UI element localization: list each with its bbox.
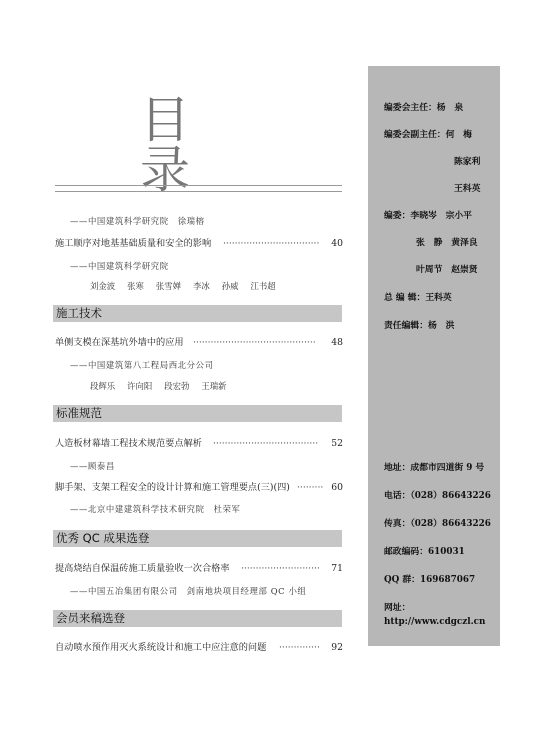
author: 张寒 xyxy=(127,281,144,291)
author: 许向阳 xyxy=(127,381,153,391)
toc-authors xyxy=(90,280,288,292)
divider-top xyxy=(55,185,342,186)
section-header: 施工技术 xyxy=(53,305,342,322)
section-header: 会员来稿选登 xyxy=(53,610,342,627)
toc-affiliation: ——顾泰昌 xyxy=(70,461,115,471)
toc-entry[interactable] xyxy=(55,337,343,349)
toc-entry-page: 48 xyxy=(331,337,343,348)
toc-entry[interactable] xyxy=(55,438,343,450)
phone: 电话：（028）86643226 xyxy=(384,491,491,501)
leader-dots: ········· xyxy=(297,482,324,493)
toc-entry-page: 40 xyxy=(331,238,343,249)
toc-entry[interactable] xyxy=(55,482,343,494)
divider-bottom xyxy=(55,191,342,192)
leader-dots: ································· xyxy=(223,238,320,249)
toc-entry-title: 单侧支模在深基坑外墙中的应用 xyxy=(55,337,184,348)
toc-affiliation: ——中国建筑第八工程局西北分公司 xyxy=(70,360,214,370)
toc-entry[interactable] xyxy=(55,238,343,250)
editor-vice-name: 陈家利 xyxy=(454,157,481,167)
leader-dots: ··························· xyxy=(241,563,320,574)
toc-authors xyxy=(90,380,239,392)
leader-dots: ·········································· xyxy=(193,337,316,348)
toc-entry-title: 人造板材幕墙工程技术规范要点解析 xyxy=(55,438,202,449)
leader-dots: ···································· xyxy=(213,438,319,449)
fax: 传真：（028）86643226 xyxy=(384,519,491,529)
qq-group: QQ 群：169687067 xyxy=(384,575,476,585)
editor-director: 编委会主任：杨 泉 xyxy=(384,103,464,113)
address: 地址：成都市四道街 9 号 xyxy=(384,463,485,473)
toc-entry-title: 提高烧结自保温砖施工质量验收一次合格率 xyxy=(55,563,230,574)
editor-vice-director: 编委会副主任：何 梅 xyxy=(384,130,472,140)
committee: 张 静 黄泽良 xyxy=(416,238,478,248)
website-label: 网址： xyxy=(384,603,411,613)
website-link[interactable]: http://www.cdgczl.cn xyxy=(384,617,486,627)
editorial-sidebar xyxy=(368,66,500,646)
editor-vice-name: 王科英 xyxy=(454,184,481,194)
author: 张雪婵 xyxy=(155,281,181,291)
author: 段辉乐 xyxy=(90,381,116,391)
toc-entry[interactable] xyxy=(55,563,343,575)
toc-entry-page: 92 xyxy=(331,642,343,653)
toc-affiliation: ——中国五冶集团有限公司 剑南地块项目经理部 QC 小组 xyxy=(70,586,307,596)
chief-editor: 总 编 辑：王科英 xyxy=(384,293,452,303)
committee: 编委：李晓岑 宗小平 xyxy=(384,211,472,221)
section-header: 优秀 QC 成果选登 xyxy=(53,530,342,547)
author: 李冰 xyxy=(193,281,210,291)
author: 孙威 xyxy=(221,281,239,291)
leader-dots: ·············· xyxy=(279,642,320,653)
author: 段宏勃 xyxy=(164,381,190,391)
toc-entry-title: 自动喷水预作用灭火系统设计和施工中应注意的问题 xyxy=(55,642,267,653)
section-header: 标准规范 xyxy=(53,405,342,422)
toc-entry-title: 脚手架、支架工程安全的设计计算和施工管理要点(三)(四) xyxy=(55,482,290,493)
toc-entry-page: 52 xyxy=(331,438,343,449)
author: 江书超 xyxy=(250,281,276,291)
toc-affiliation: ——北京中建建筑科学技术研究院 杜荣军 xyxy=(70,504,241,514)
toc-affiliation: ——中国建筑科学研究院 xyxy=(70,261,169,271)
toc-entry[interactable] xyxy=(55,642,343,654)
author: 刘金波 xyxy=(90,281,116,291)
toc-affiliation: ——中国建筑科学研究院 徐瑞榕 xyxy=(70,216,205,226)
author: 王瑞新 xyxy=(201,381,227,391)
committee: 叶周节 赵崇贤 xyxy=(416,265,478,275)
toc-entry-title: 施工顺序对地基基础质量和安全的影响 xyxy=(55,238,212,249)
postcode: 邮政编码：610031 xyxy=(384,547,465,557)
page-title: 目 录 xyxy=(140,91,226,199)
responsible-editor: 责任编辑：杨 洪 xyxy=(384,321,455,331)
toc-entry-page: 71 xyxy=(331,563,343,574)
toc-entry-page: 60 xyxy=(331,482,343,493)
